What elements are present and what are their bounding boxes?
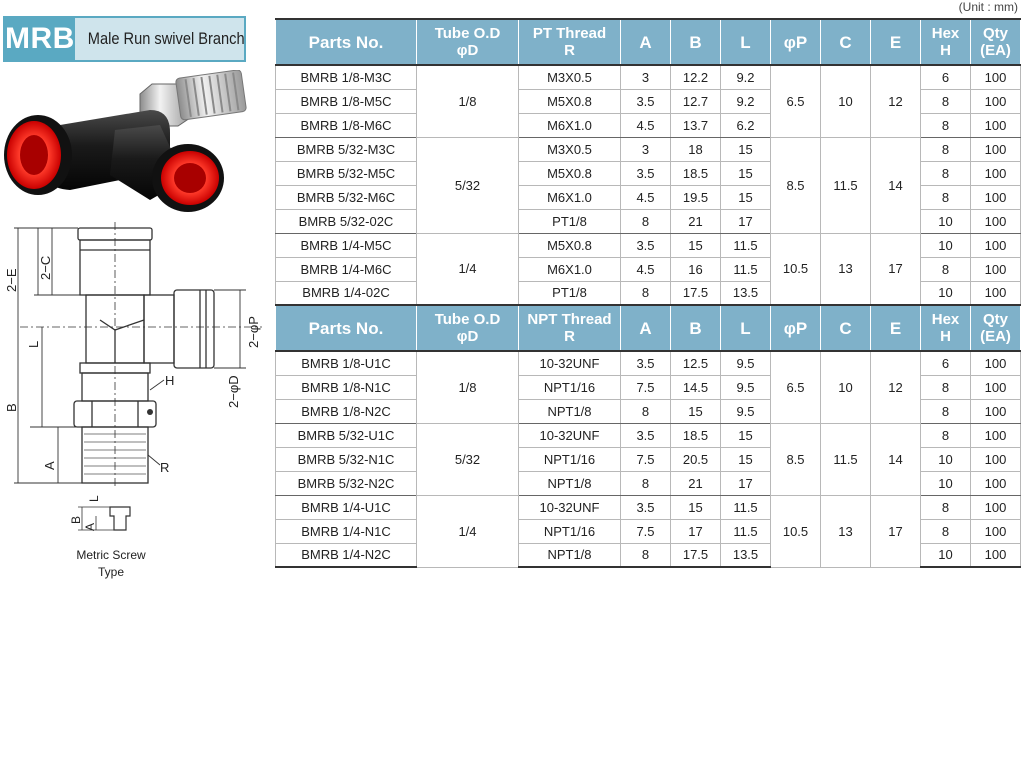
cell-a: 4.5 [621,257,671,281]
cell-qty: 100 [971,495,1021,519]
cell-thread: NPT1/16 [519,375,621,399]
cell-part-no: BMRB 1/8-M5C [276,89,417,113]
cell-a: 8 [621,471,671,495]
cell-thread: M3X0.5 [519,137,621,161]
unit-label: (Unit : mm) [958,0,1018,14]
cell-a: 8 [621,281,671,305]
cell-l: 15 [721,137,771,161]
cell-b: 21 [671,209,721,233]
header-hex [921,305,971,351]
table-row [276,137,1021,161]
header-a: A [621,305,671,351]
cell-a: 7.5 [621,375,671,399]
pt-body [276,65,1021,305]
cell-thread: M5X0.8 [519,89,621,113]
header-hex-line2: H [940,328,951,345]
dim-label-r: R [160,460,170,475]
cell-p: 8.5 [771,137,821,233]
cell-c: 13 [821,233,871,305]
cell-p: 6.5 [771,351,821,423]
cell-l: 11.5 [721,519,771,543]
cell-part-no: BMRB 5/32-N1C [276,447,417,471]
dim-label-2p: 2−φP [246,316,261,348]
product-photo [0,70,260,212]
header-p: φP [771,19,821,65]
cell-a: 3.5 [621,89,671,113]
header-hex [921,19,971,65]
cell-a: 4.5 [621,185,671,209]
cell-part-no: BMRB 5/32-M3C [276,137,417,161]
cell-b: 15 [671,233,721,257]
cell-b: 18.5 [671,423,721,447]
cell-hex: 8 [921,399,971,423]
cell-qty: 100 [971,209,1021,233]
cell-hex: 10 [921,543,971,567]
table-row [276,423,1021,447]
cell-a: 7.5 [621,519,671,543]
header-c: C [821,19,871,65]
cell-thread: M5X0.8 [519,161,621,185]
header-tube-od-line2: φD [456,328,479,345]
cell-thread: NPT1/8 [519,543,621,567]
cell-e: 17 [871,495,921,567]
cell-hex: 10 [921,233,971,257]
cell-part-no: BMRB 1/4-M5C [276,233,417,257]
cell-thread: M3X0.5 [519,65,621,89]
cell-c: 11.5 [821,423,871,495]
header-tube-od [417,305,519,351]
cell-l: 15 [721,161,771,185]
cell-p: 8.5 [771,423,821,495]
header-e: E [871,19,921,65]
cell-part-no: BMRB 1/8-U1C [276,351,417,375]
cell-part-no: BMRB 5/32-M5C [276,161,417,185]
cell-hex: 8 [921,375,971,399]
cell-thread: 10-32UNF [519,351,621,375]
cell-b: 19.5 [671,185,721,209]
cell-l: 11.5 [721,257,771,281]
cell-a: 3.5 [621,423,671,447]
header-a: A [621,19,671,65]
cell-l: 6.2 [721,113,771,137]
cell-a: 3.5 [621,233,671,257]
cell-thread: NPT1/16 [519,447,621,471]
cell-part-no: BMRB 1/4-N1C [276,519,417,543]
pt-header [276,19,1021,65]
cell-b: 18 [671,137,721,161]
cell-hex: 10 [921,471,971,495]
cell-l: 15 [721,423,771,447]
cell-a: 3.5 [621,351,671,375]
cell-c: 10 [821,351,871,423]
cell-tube-od: 1/8 [417,351,519,423]
cell-hex: 8 [921,495,971,519]
product-code: MRB [5,18,75,60]
cell-part-no: BMRB 5/32-M6C [276,185,417,209]
cell-a: 4.5 [621,113,671,137]
cell-hex: 8 [921,161,971,185]
header-parts-no: Parts No. [276,305,417,351]
cell-b: 17 [671,519,721,543]
cell-l: 11.5 [721,495,771,519]
cell-thread: NPT1/8 [519,399,621,423]
header-parts-no: Parts No. [276,19,417,65]
table-row [276,233,1021,257]
product-badge [3,16,246,62]
cell-l: 13.5 [721,543,771,567]
cell-thread: 10-32UNF [519,423,621,447]
cell-a: 8 [621,209,671,233]
cell-qty: 100 [971,351,1021,375]
cell-hex: 8 [921,519,971,543]
cell-qty: 100 [971,375,1021,399]
cell-thread: NPT1/16 [519,519,621,543]
table-row [276,65,1021,89]
cell-a: 3.5 [621,161,671,185]
table-row [276,351,1021,375]
cell-hex: 8 [921,257,971,281]
cell-qty: 100 [971,161,1021,185]
metric-caption-line2: Type [97,565,125,579]
cell-l: 11.5 [721,233,771,257]
cell-l: 9.5 [721,375,771,399]
header-thread-line1: NPT Thread [527,311,612,328]
cell-qty: 100 [971,185,1021,209]
cell-e: 14 [871,423,921,495]
cell-qty: 100 [971,257,1021,281]
cell-part-no: BMRB 1/4-02C [276,281,417,305]
cell-p: 10.5 [771,495,821,567]
cell-part-no: BMRB 5/32-N2C [276,471,417,495]
header-b: B [671,305,721,351]
cell-part-no: BMRB 5/32-U1C [276,423,417,447]
cell-l: 15 [721,185,771,209]
cell-a: 8 [621,543,671,567]
dim-label-l: L [26,340,41,348]
cell-b: 14.5 [671,375,721,399]
header-tube-od-line1: Tube O.D [434,25,501,42]
cell-l: 15 [721,447,771,471]
cell-thread: M6X1.0 [519,257,621,281]
cell-c: 11.5 [821,137,871,233]
cell-hex: 10 [921,281,971,305]
cell-tube-od: 1/4 [417,233,519,305]
header-qty [971,305,1021,351]
cell-tube-od: 5/32 [417,137,519,233]
spec-table [275,18,1021,568]
cell-b: 15 [671,399,721,423]
header-l: L [721,19,771,65]
cell-hex: 8 [921,89,971,113]
header-thread-line2: R [564,42,575,59]
cell-hex: 8 [921,113,971,137]
cell-b: 21 [671,471,721,495]
cell-hex: 6 [921,65,971,89]
cell-hex: 8 [921,137,971,161]
header-qty-line1: Qty [982,311,1008,328]
header-tube-od [417,19,519,65]
cell-qty: 100 [971,447,1021,471]
dim-label-h: H [165,373,175,388]
cell-part-no: BMRB 1/8-M6C [276,113,417,137]
cell-thread: M5X0.8 [519,233,621,257]
cell-b: 13.7 [671,113,721,137]
dim-label-metric-l: L [87,495,101,502]
cell-a: 3.5 [621,495,671,519]
cell-tube-od: 5/32 [417,423,519,495]
cell-c: 13 [821,495,871,567]
cell-qty: 100 [971,471,1021,495]
cell-thread: M6X1.0 [519,185,621,209]
cell-e: 12 [871,351,921,423]
header-e: E [871,305,921,351]
cell-qty: 100 [971,233,1021,257]
cell-part-no: BMRB 1/4-M6C [276,257,417,281]
dimension-drawing [0,220,270,585]
metric-caption-line1: Metric Screw [76,548,146,562]
cell-hex: 8 [921,185,971,209]
cell-c: 10 [821,65,871,137]
product-name: Male Run swivel Branch [87,29,245,48]
cell-b: 12.5 [671,351,721,375]
header-b: B [671,19,721,65]
cell-e: 14 [871,137,921,233]
cell-part-no: BMRB 1/8-N1C [276,375,417,399]
cell-qty: 100 [971,543,1021,567]
cell-e: 17 [871,233,921,305]
cell-a: 3 [621,137,671,161]
header-qty-line2: (EA) [980,42,1011,59]
cell-thread: M6X1.0 [519,113,621,137]
cell-qty: 100 [971,519,1021,543]
npt-header [276,305,1021,351]
header-hex-line2: H [940,42,951,59]
cell-hex: 6 [921,351,971,375]
cell-hex: 10 [921,447,971,471]
header-thread [519,305,621,351]
header-thread-line1: PT Thread [532,25,607,42]
cell-thread: 10-32UNF [519,495,621,519]
cell-p: 10.5 [771,233,821,305]
cell-b: 17.5 [671,281,721,305]
cell-qty: 100 [971,89,1021,113]
cell-thread: PT1/8 [519,281,621,305]
cell-hex: 10 [921,209,971,233]
cell-qty: 100 [971,281,1021,305]
header-hex-line1: Hex [931,311,960,328]
cell-qty: 100 [971,423,1021,447]
cell-thread: NPT1/8 [519,471,621,495]
cell-l: 9.2 [721,65,771,89]
cell-e: 12 [871,65,921,137]
header-qty-line1: Qty [982,25,1008,42]
dim-label-a: A [42,461,57,470]
table-row [276,495,1021,519]
cell-qty: 100 [971,113,1021,137]
cell-b: 20.5 [671,447,721,471]
header-thread-line2: R [564,328,575,345]
header-thread [519,19,621,65]
cell-thread: PT1/8 [519,209,621,233]
dim-label-metric-a: A [83,522,97,531]
header-qty [971,19,1021,65]
header-p: φP [771,305,821,351]
cell-l: 17 [721,209,771,233]
cell-b: 16 [671,257,721,281]
cell-a: 3 [621,65,671,89]
cell-part-no: BMRB 5/32-02C [276,209,417,233]
cell-b: 12.2 [671,65,721,89]
cell-a: 7.5 [621,447,671,471]
header-c: C [821,305,871,351]
cell-l: 9.5 [721,351,771,375]
header-hex-line1: Hex [931,25,960,42]
cell-tube-od: 1/8 [417,65,519,137]
header-tube-od-line1: Tube O.D [434,311,501,328]
cell-b: 15 [671,495,721,519]
cell-hex: 8 [921,423,971,447]
cell-qty: 100 [971,65,1021,89]
header-qty-line2: (EA) [980,328,1011,345]
dim-label-2d: 2−φD [226,375,241,408]
dim-label-2c: 2−C [38,255,53,280]
cell-part-no: BMRB 1/8-N2C [276,399,417,423]
cell-l: 9.5 [721,399,771,423]
cell-l: 17 [721,471,771,495]
cell-b: 17.5 [671,543,721,567]
header-tube-od-line2: φD [456,42,479,59]
cell-part-no: BMRB 1/8-M3C [276,65,417,89]
cell-b: 18.5 [671,161,721,185]
cell-l: 13.5 [721,281,771,305]
dim-label-metric-b: B [69,515,83,524]
cell-l: 9.2 [721,89,771,113]
npt-body [276,351,1021,567]
dim-label-b: B [4,403,19,412]
cell-p: 6.5 [771,65,821,137]
header-l: L [721,305,771,351]
cell-a: 8 [621,399,671,423]
cell-qty: 100 [971,399,1021,423]
dim-label-2e: 2−E [4,268,19,292]
cell-tube-od: 1/4 [417,495,519,567]
cell-part-no: BMRB 1/4-N2C [276,543,417,567]
cell-qty: 100 [971,137,1021,161]
cell-part-no: BMRB 1/4-U1C [276,495,417,519]
cell-b: 12.7 [671,89,721,113]
